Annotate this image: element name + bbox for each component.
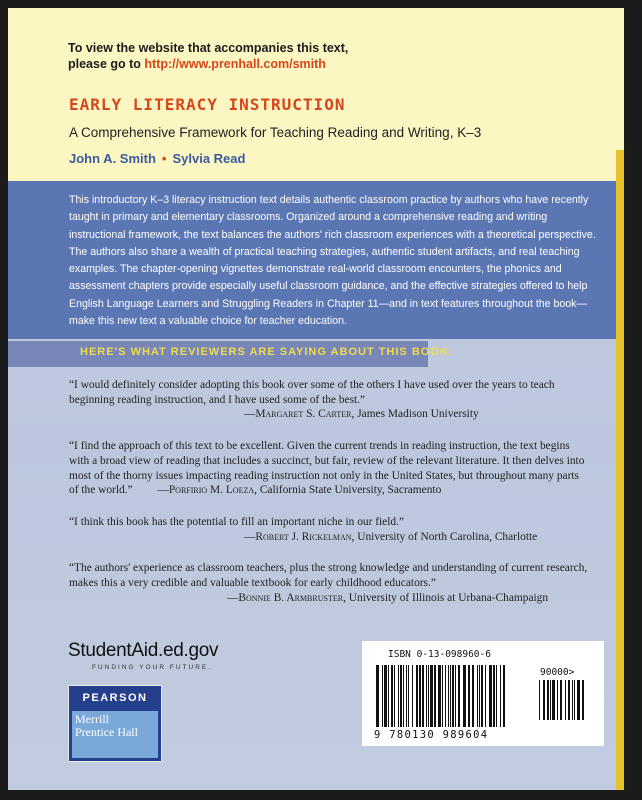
barcode-bar [416, 665, 418, 727]
ean-number: 9 780130 989604 [374, 729, 489, 741]
imprint-line: Prentice Hall [75, 725, 138, 739]
book-description: This introductory K–3 literacy instruction text details authentic classroom practice by authors who have recently taught in primary and elementary classrooms. Organized around a comprehensive reading and writing instructional framework, the text balances the authors' rich classroom experiences with a theoretical perspective. The authors also share a wealth of practical teaching strategies, authentic student artifacts, and real teaching examples. The chapter-opening vignettes demonstrate real-world classroom encounters, the phonics and assessment chapters provide especially useful classroom guidance, and the effective strategies offered to help English Language Learners and Struggling Readers in Chapter 11—and in text features throughout the book—make this new text a valuable choice for teacher education. [69, 194, 596, 328]
reviewer-name: Margaret S. Carter [255, 408, 352, 421]
attribution-dash: — [227, 591, 239, 604]
review-text: “I find the approach of this text to be excellent. Given the current trends in reading instruction, the text begins with a broad view of reading that includes a succinct, but fair, review of the relevant literature. It then delves into most of the thorny issues impacting reading instruction not only in the United States, but throughout many parts of the world.” [69, 440, 585, 497]
website-note-line2: please go to [68, 57, 141, 71]
barcode-bar [434, 665, 436, 727]
barcode-bar [384, 665, 387, 727]
website-note [68, 40, 348, 72]
barcode-bar [400, 665, 402, 727]
barcode-bar [582, 680, 584, 720]
barcode-bar [438, 665, 441, 727]
barcode-bar [574, 680, 575, 720]
reviewer-affiliation: , University of North Carolina, Charlotte [351, 530, 538, 543]
barcode-bar [450, 665, 451, 727]
barcode-bar [577, 680, 580, 720]
barcode-bar [458, 665, 460, 727]
barcode-bar [468, 665, 470, 727]
review-text: “I would definitely consider adopting this book over some of the others I have used over the years to teach beginning reading instruction, and I have used some of the best.” [69, 379, 555, 406]
barcode-bar [463, 665, 466, 727]
barcode-bar [500, 665, 501, 727]
review-attribution [69, 591, 589, 606]
barcode-bar [430, 665, 433, 727]
barcode-bar [493, 665, 495, 727]
review-text: “I think this book has the potential to fill an important niche in our field.” [69, 515, 405, 528]
barcode-bar [472, 665, 474, 727]
barcode-bar [403, 665, 404, 727]
barcode-bar [496, 665, 497, 727]
barcode-bar [442, 665, 443, 727]
barcode-bar [552, 680, 555, 720]
review-attribution [69, 407, 589, 422]
barcode-bar [426, 665, 427, 727]
barcode-label [362, 641, 604, 746]
attribution-dash: — [244, 530, 256, 543]
studentaid-logo: StudentAid.ed.gov [68, 640, 219, 661]
barcode-bar [406, 665, 407, 727]
book-subtitle: A Comprehensive Framework for Teaching Reading and Writing, K–3 [69, 125, 482, 140]
review-quote [69, 561, 589, 605]
barcode-icon [376, 665, 526, 727]
barcode-bar [394, 665, 395, 727]
barcode-bar [572, 680, 573, 720]
barcode-bar [557, 680, 558, 720]
barcode-bar [452, 665, 454, 727]
review-list [69, 378, 589, 622]
review-attribution [69, 530, 589, 545]
authors [69, 151, 245, 166]
review-quote [69, 515, 589, 544]
barcode-bar [479, 665, 480, 727]
review-text: “The authors' experience as classroom teachers, plus the strong knowledge and understanding of current research, makes this a very credible and valuable textbook for early childhood educators.” [69, 562, 588, 590]
reviewer-name: Bonnie B. Armbruster [238, 591, 344, 604]
review-quote [69, 439, 589, 498]
reviewer-affiliation: , James Madison University [351, 408, 479, 421]
barcode-bar [376, 665, 379, 727]
review-attribution [135, 484, 441, 496]
barcode-bar [398, 665, 399, 727]
attribution-dash: — [244, 408, 256, 421]
barcode-bar [568, 680, 570, 720]
imprint-name [75, 713, 138, 739]
website-note-line1: To view the website that accompanies this text, [68, 41, 349, 55]
website-url-link[interactable]: http://www.prenhall.com/smith [144, 57, 326, 71]
spine-edge [616, 150, 624, 790]
barcode-bar [477, 665, 478, 727]
barcode-bar [391, 665, 393, 727]
barcode-bar [550, 680, 551, 720]
review-quote [69, 378, 589, 422]
barcode-bar [547, 680, 549, 720]
book-title: EARLY LITERACY INSTRUCTION [69, 95, 346, 114]
barcode-bar [485, 665, 486, 727]
imprint-line: Merrill [75, 712, 109, 726]
barcode-bar [422, 665, 424, 727]
barcode-bar [565, 680, 566, 720]
barcode-bar [455, 665, 456, 727]
isbn-number: ISBN 0-13-098960-6 [388, 649, 491, 660]
author-name: Sylvia Read [172, 151, 246, 166]
barcode-bar [489, 665, 492, 727]
reviewer-name: Robert J. Rickelman [255, 530, 352, 543]
attribution-dash: — [157, 484, 169, 497]
barcode-bar [408, 665, 409, 727]
barcode-bar [539, 680, 540, 720]
barcode-bar [448, 665, 449, 727]
reviewers-heading: HERE'S WHAT REVIEWERS ARE SAYING ABOUT THIS BOOK: [80, 346, 454, 358]
barcode-bar [419, 665, 421, 727]
author-separator: • [161, 151, 167, 166]
barcode-bar [382, 665, 383, 727]
barcode-bar [445, 665, 446, 727]
barcode-bar [412, 665, 413, 727]
studentaid-tagline: FUNDING YOUR FUTURE. [92, 664, 213, 671]
reviewer-name: Porfirio M. Loeza [168, 484, 255, 497]
barcode-bar [503, 665, 505, 727]
barcode-bar [428, 665, 429, 727]
reviewer-affiliation: , University of Illinois at Urbana-Champaign [343, 591, 549, 604]
barcode-bar [481, 665, 483, 727]
pearson-wordmark: PEARSON [82, 692, 148, 704]
reviewer-affiliation: , California State University, Sacramento [254, 484, 442, 497]
barcode-bar [388, 665, 389, 727]
barcode-bar [543, 680, 545, 720]
back-cover [8, 8, 624, 790]
addon-barcode-icon [539, 680, 587, 720]
barcode-bar [560, 680, 562, 720]
pearson-logo [68, 685, 162, 762]
author-name: John A. Smith [69, 151, 156, 166]
price-code: 90000> [540, 667, 575, 678]
